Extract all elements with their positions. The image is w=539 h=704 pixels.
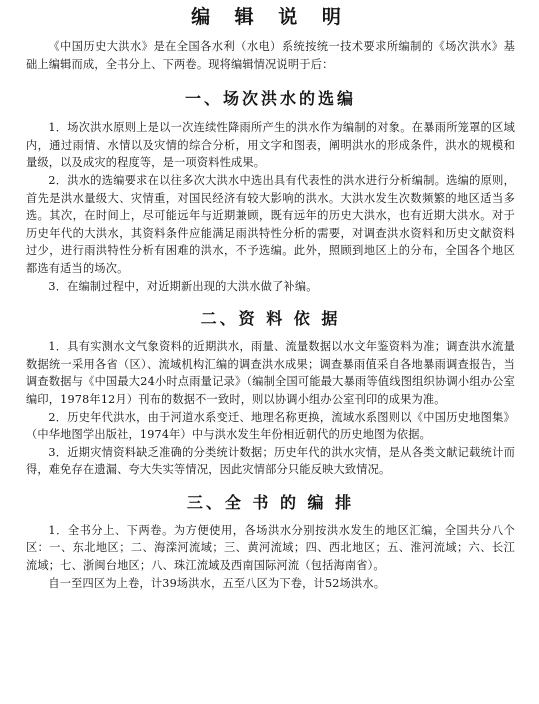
intro-paragraph: 《中国历史大洪水》是在全国各水利（水电）系统按统一技术要求所编制的《场次洪水》基础上编辑而成，全书分上、下两卷。现将编辑情况说明于后： xyxy=(26,40,515,71)
body-paragraph: 1．具有实测水文气象资料的近期洪水，雨量、流量数据以水文年鉴资料为准；调查洪水流量数据统一采用各省（区）、流域机构汇编的调查洪水成果；调查暴雨值采自各地暴雨调查报告，当调查数据与《中国最大24小时点雨量记录》（编制全国可能最大暴雨等值线图组织协调小组办公室编印，1978年12月）刊布的数据不一致时，则以协调小组办公室刊印的成果为准。 xyxy=(26,340,515,406)
section-heading: 二、资 料 依 据 xyxy=(200,309,341,329)
page-title: 编 辑 说 明 xyxy=(191,6,350,28)
body-paragraph: 2．洪水的选编要求在以往多次大洪水中选出具有代表性的洪水进行分析编制。选编的原则，首先是洪水量级大、灾情重，对国民经济有较大影响的洪水。大洪水发生次数频繁的地区适当多选。其次，在时间上，尽可能远年与近期兼顾，既有远年的历史大洪水，也有近期大洪水。对于历史年代的大洪水，其资料条件应能满足雨洪特性分析的需要，对调查洪水资料和历史文献资料过少，进行雨洪特性分析有困难的洪水，不予选编。此外，照顾到地区上的分布，全国各个地区都选有适当的场次。 xyxy=(26,173,515,275)
body-paragraph: 1．全书分上、下两卷。为方便使用，各场洪水分别按洪水发生的地区汇编，全国共分八个区：一、东北地区；二、海滦河流域；三、黄河流域；四、西北地区；五、淮河流域；六、长江流域；七、浙闽台地区；八、珠江流域及西南国际河流（包括海南省）。 xyxy=(26,523,515,573)
section-arrangement xyxy=(26,493,515,592)
section-selection xyxy=(26,89,515,295)
body-paragraph: 自一至四区为上卷，计39场洪水，五至八区为下卷，计52场洪水。 xyxy=(48,576,386,590)
section-data-sources xyxy=(26,309,515,479)
section-heading: 三、全 书 的 编 排 xyxy=(186,492,355,512)
body-paragraph: 2．历史年代洪水，由于河道水系变迁、地理名称更换，流域水系图则以《中国历史地图集》（中华地图学出版社，1974年）中与洪水发生年份相近朝代的历史地图为依据。 xyxy=(26,410,515,442)
body-paragraph: 1．场次洪水原则上是以一次连续性降雨所产生的洪水作为编制的对象。在暴雨所笼罩的区域内，通过雨情、水情以及灾情的综合分析，用文字和图表，阐明洪水的形成条件，洪水的规模和量级，以及成灾的程度等，是一项资料性成果。 xyxy=(26,121,515,170)
body-paragraph: 3．在编制过程中，对近期新出现的大洪水做了补编。 xyxy=(48,279,318,293)
body-paragraph: 3．近期灾情资料缺乏准确的分类统计数据；历史年代的洪水灾情，是从各类文献记载统计而得，难免存在遗漏、夸大失实等情况，因此灾情部分只能反映大致情况。 xyxy=(26,445,515,477)
section-heading: 一、场次洪水的选编 xyxy=(184,89,356,109)
